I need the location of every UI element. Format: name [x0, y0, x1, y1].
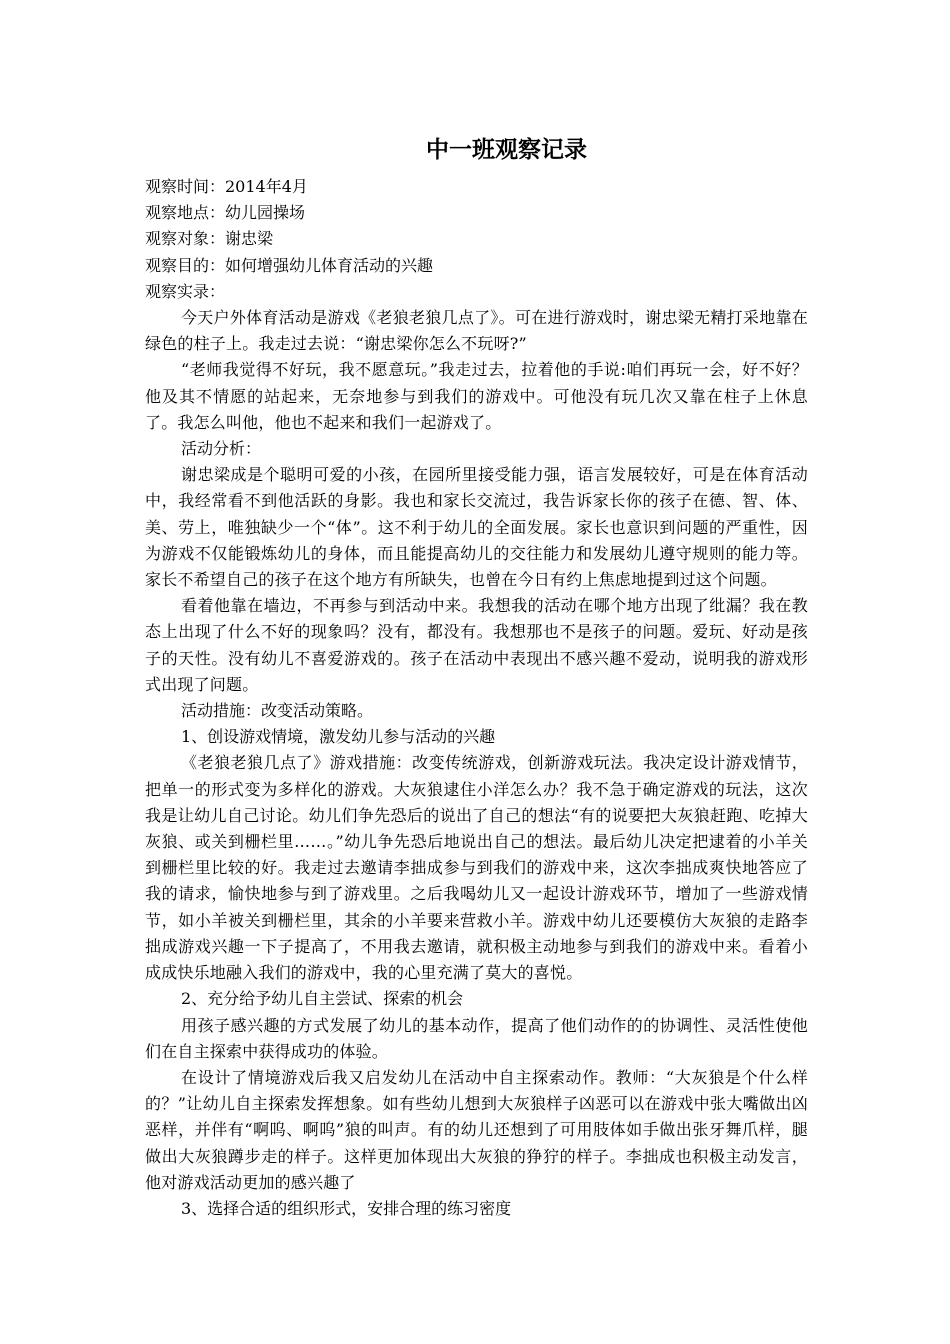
document-title: 中一班观察记录 — [426, 137, 587, 163]
body-paragraph: 用孩子感兴趣的方式发展了幼儿的基本动作，提高了他们动作的的协调性、灵活性使他们在自主探索中获得成功的体验。 — [145, 1015, 808, 1061]
observation-record-label: 观察实录： — [145, 281, 226, 301]
body-paragraph: 谢忠梁成是个聪明可爱的小孩，在园所里接受能力强，语言发展较好，可是在体育活动中，我经常看不到他活跃的身影。我也和家长交流过，我告诉家长你的孩子在德、智、体、美、劳上，唯独缺少一个“体”。这不利于幼儿的全面发展。家长也意识到问题的严重性，因为游戏不仅能锻炼幼儿的身体，而且能提高幼儿的交往能力和发展幼儿遵守规则的能力等。家长不希望自己的孩子在这个地方有所缺失，也曾在今日有约上焦虑地提到过这个问题。 — [145, 465, 808, 590]
observation-place: 观察地点：幼儿园操场 — [145, 203, 306, 223]
observation-subject: 观察对象：谢忠梁 — [145, 229, 274, 249]
observation-time: 观察时间：2014年4月 — [145, 177, 308, 196]
body-paragraph: 今天户外体育活动是游戏《老狼老狼几点了》。可在进行游戏时，谢忠梁无精打采地靠在绿色的柱子上。我走过去说：“谢忠梁你怎么不玩呀?” — [145, 308, 808, 354]
meta-block — [145, 174, 808, 305]
observation-purpose: 观察目的：如何增强幼儿体育活动的兴趣 — [145, 255, 434, 275]
body-paragraph: 在设计了情境游戏后我又启发幼儿在活动中自主探索动作。教师：“大灰狼是个什么样的？”让幼儿自主探索发挥想象。如有些幼儿想到大灰狼样子凶恶可以在游戏中张大嘴做出凶恶样，并伴有“啊呜、啊呜”狼的叫声。有的幼儿还想到了可用肢体如手做出张牙舞爪样，腿做出大灰狼蹲步走的样子。这样更加体现出大灰狼的狰狞的样子。李拙成也积极主动发言，他对游戏活动更加的感兴趣了 — [145, 1067, 808, 1192]
section-heading: 活动分析： — [181, 439, 262, 459]
section-heading: 2、充分给予幼儿自主尝试、探索的机会 — [181, 989, 464, 1009]
body-paragraph: 看着他靠在墙边，不再参与到活动中来。我想我的活动在哪个地方出现了纰漏？我在教态上出现了什么不好的现象吗？没有，都没有。我想那也不是孩子的问题。爱玩、好动是孩子的天性。没有幼儿不喜爱游戏的。孩子在活动中表现出不感兴趣不爱动，说明我的游戏形式出现了问题。 — [145, 596, 808, 694]
body-paragraph: “老师我觉得不好玩，我不愿意玩。”我走过去，拉着他的手说:咱们再玩一会，好不好？他及其不情愿的站起来，无奈地参与到我们的游戏中。可他没有玩几次又靠在柱子上休息了。我怎么叫他，他也不起来和我们一起游戏了。 — [145, 360, 808, 432]
document-page — [145, 128, 808, 1222]
section-heading: 活动措施：改变活动策略。 — [181, 701, 374, 721]
section-heading: 1、创设游戏情境，激发幼儿参与活动的兴趣 — [181, 727, 496, 747]
document-body — [145, 305, 808, 1222]
body-paragraph: 《老狼老狼几点了》游戏措施：改变传统游戏，创新游戏玩法。我决定设计游戏情节，把单一的形式变为多样化的游戏。大灰狼逮住小洋怎么办？我不急于确定游戏的玩法，这次我是让幼儿自己讨论。幼儿们争先恐后的说出了自己的想法“有的说要把大灰狼赶跑、吃掉大灰狼、或关到栅栏里……。”幼儿争先恐后地说出自己的想法。最后幼儿决定把逮着的小羊关到栅栏里比较的好。我走过去邀请李拙成参与到我们的游戏中来，这次李拙成爽快地答应了我的请求，愉快地参与到了游戏里。之后我喝幼儿又一起设计游戏环节，增加了一些游戏情节，如小羊被关到栅栏里，其余的小羊要来营救小羊。游戏中幼儿还要模仿大灰狼的走路李拙成游戏兴趣一下子提高了，不用我去邀请，就积极主动地参与到我们的游戏中来。看着小成成快乐地融入我们的游戏中，我的心里充满了莫大的喜悦。 — [145, 753, 808, 983]
section-heading: 3、选择合适的组织形式，安排合理的练习密度 — [181, 1198, 512, 1218]
